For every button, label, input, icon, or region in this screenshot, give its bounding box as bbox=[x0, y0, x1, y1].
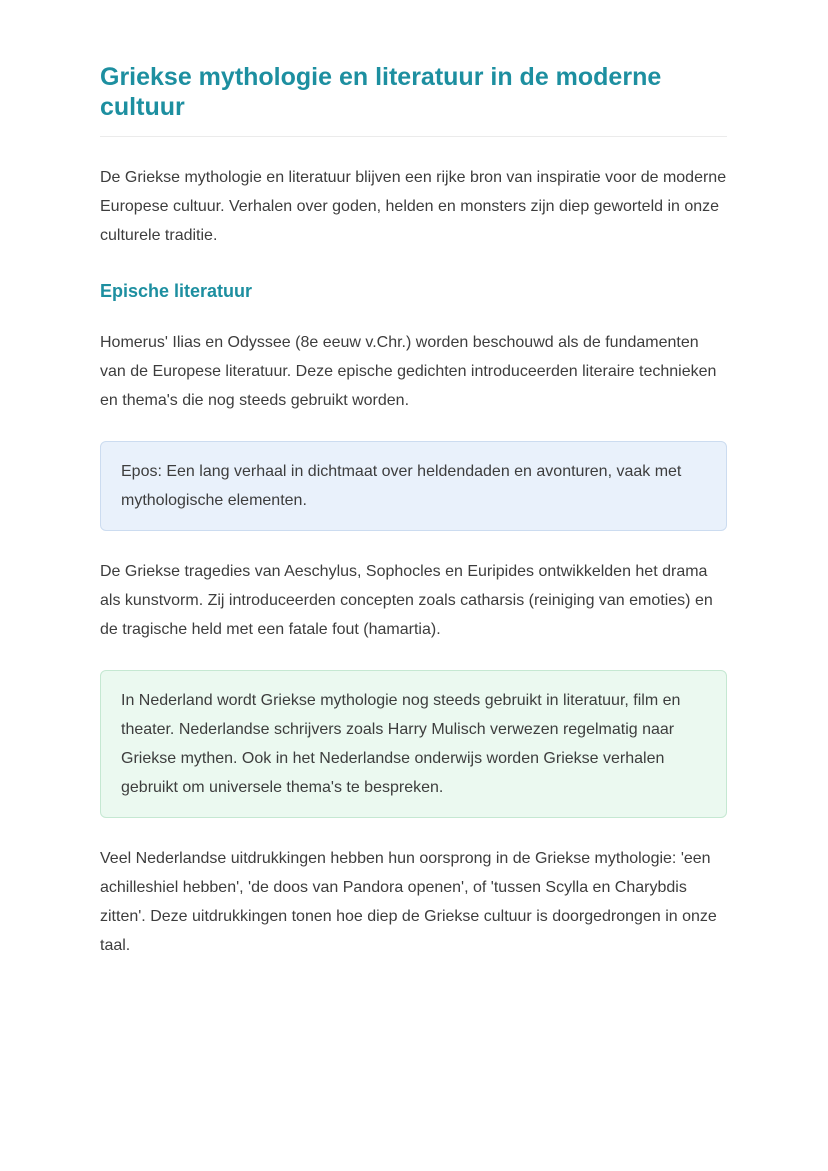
paragraph-homerus: Homerus' Ilias en Odyssee (8e eeuw v.Chr.) worden beschouwd als de fundamenten van de Europese literatuur. Deze epische gedichten introduceerden literaire technieken en thema's die nog steeds gebruikt worden. bbox=[100, 334, 717, 409]
intro-paragraph: De Griekse mythologie en literatuur blijven een rijke bron van inspiratie voor de moderne Europese cultuur. Verhalen over goden, helden en monsters zijn diep geworteld in onze culturele traditie. bbox=[100, 169, 727, 244]
paragraph-uitdrukkingen: Veel Nederlandse uitdrukkingen hebben hun oorsprong in de Griekse mythologie: 'een achilleshiel hebben', 'de doos van Pandora openen', of 'tussen Scylla en Charybdis zitten'. Deze uitdrukkingen tonen hoe diep de Griekse cultuur is doorgedrongen in onze taal. bbox=[100, 850, 717, 954]
note-box-text: In Nederland wordt Griekse mythologie nog steeds gebruikt in literatuur, film en theater. Nederlandse schrijvers zoals Harry Mulisch verwezen regelmatig naar Griekse mythen. Ook in het Nederlandse onderwijs worden Griekse verhalen gebruikt om universele thema's te bespreken. bbox=[121, 692, 681, 796]
page-title: Griekse mythologie en literatuur in de moderne cultuur bbox=[100, 62, 727, 137]
paragraph-tragedies: De Griekse tragedies van Aeschylus, Sophocles en Euripides ontwikkelden het drama als kunstvorm. Zij introduceerden concepten zoals catharsis (reiniging van emoties) en de tragische held met een fatale fout (hamartia). bbox=[100, 563, 713, 638]
definition-box-epos bbox=[100, 441, 727, 531]
section-heading-epische-literatuur: Epische literatuur bbox=[100, 281, 253, 301]
note-box-nederland bbox=[100, 670, 727, 818]
definition-box-text: Epos: Een lang verhaal in dichtmaat over heldendaden en avonturen, vaak met mythologische elementen. bbox=[121, 463, 682, 509]
